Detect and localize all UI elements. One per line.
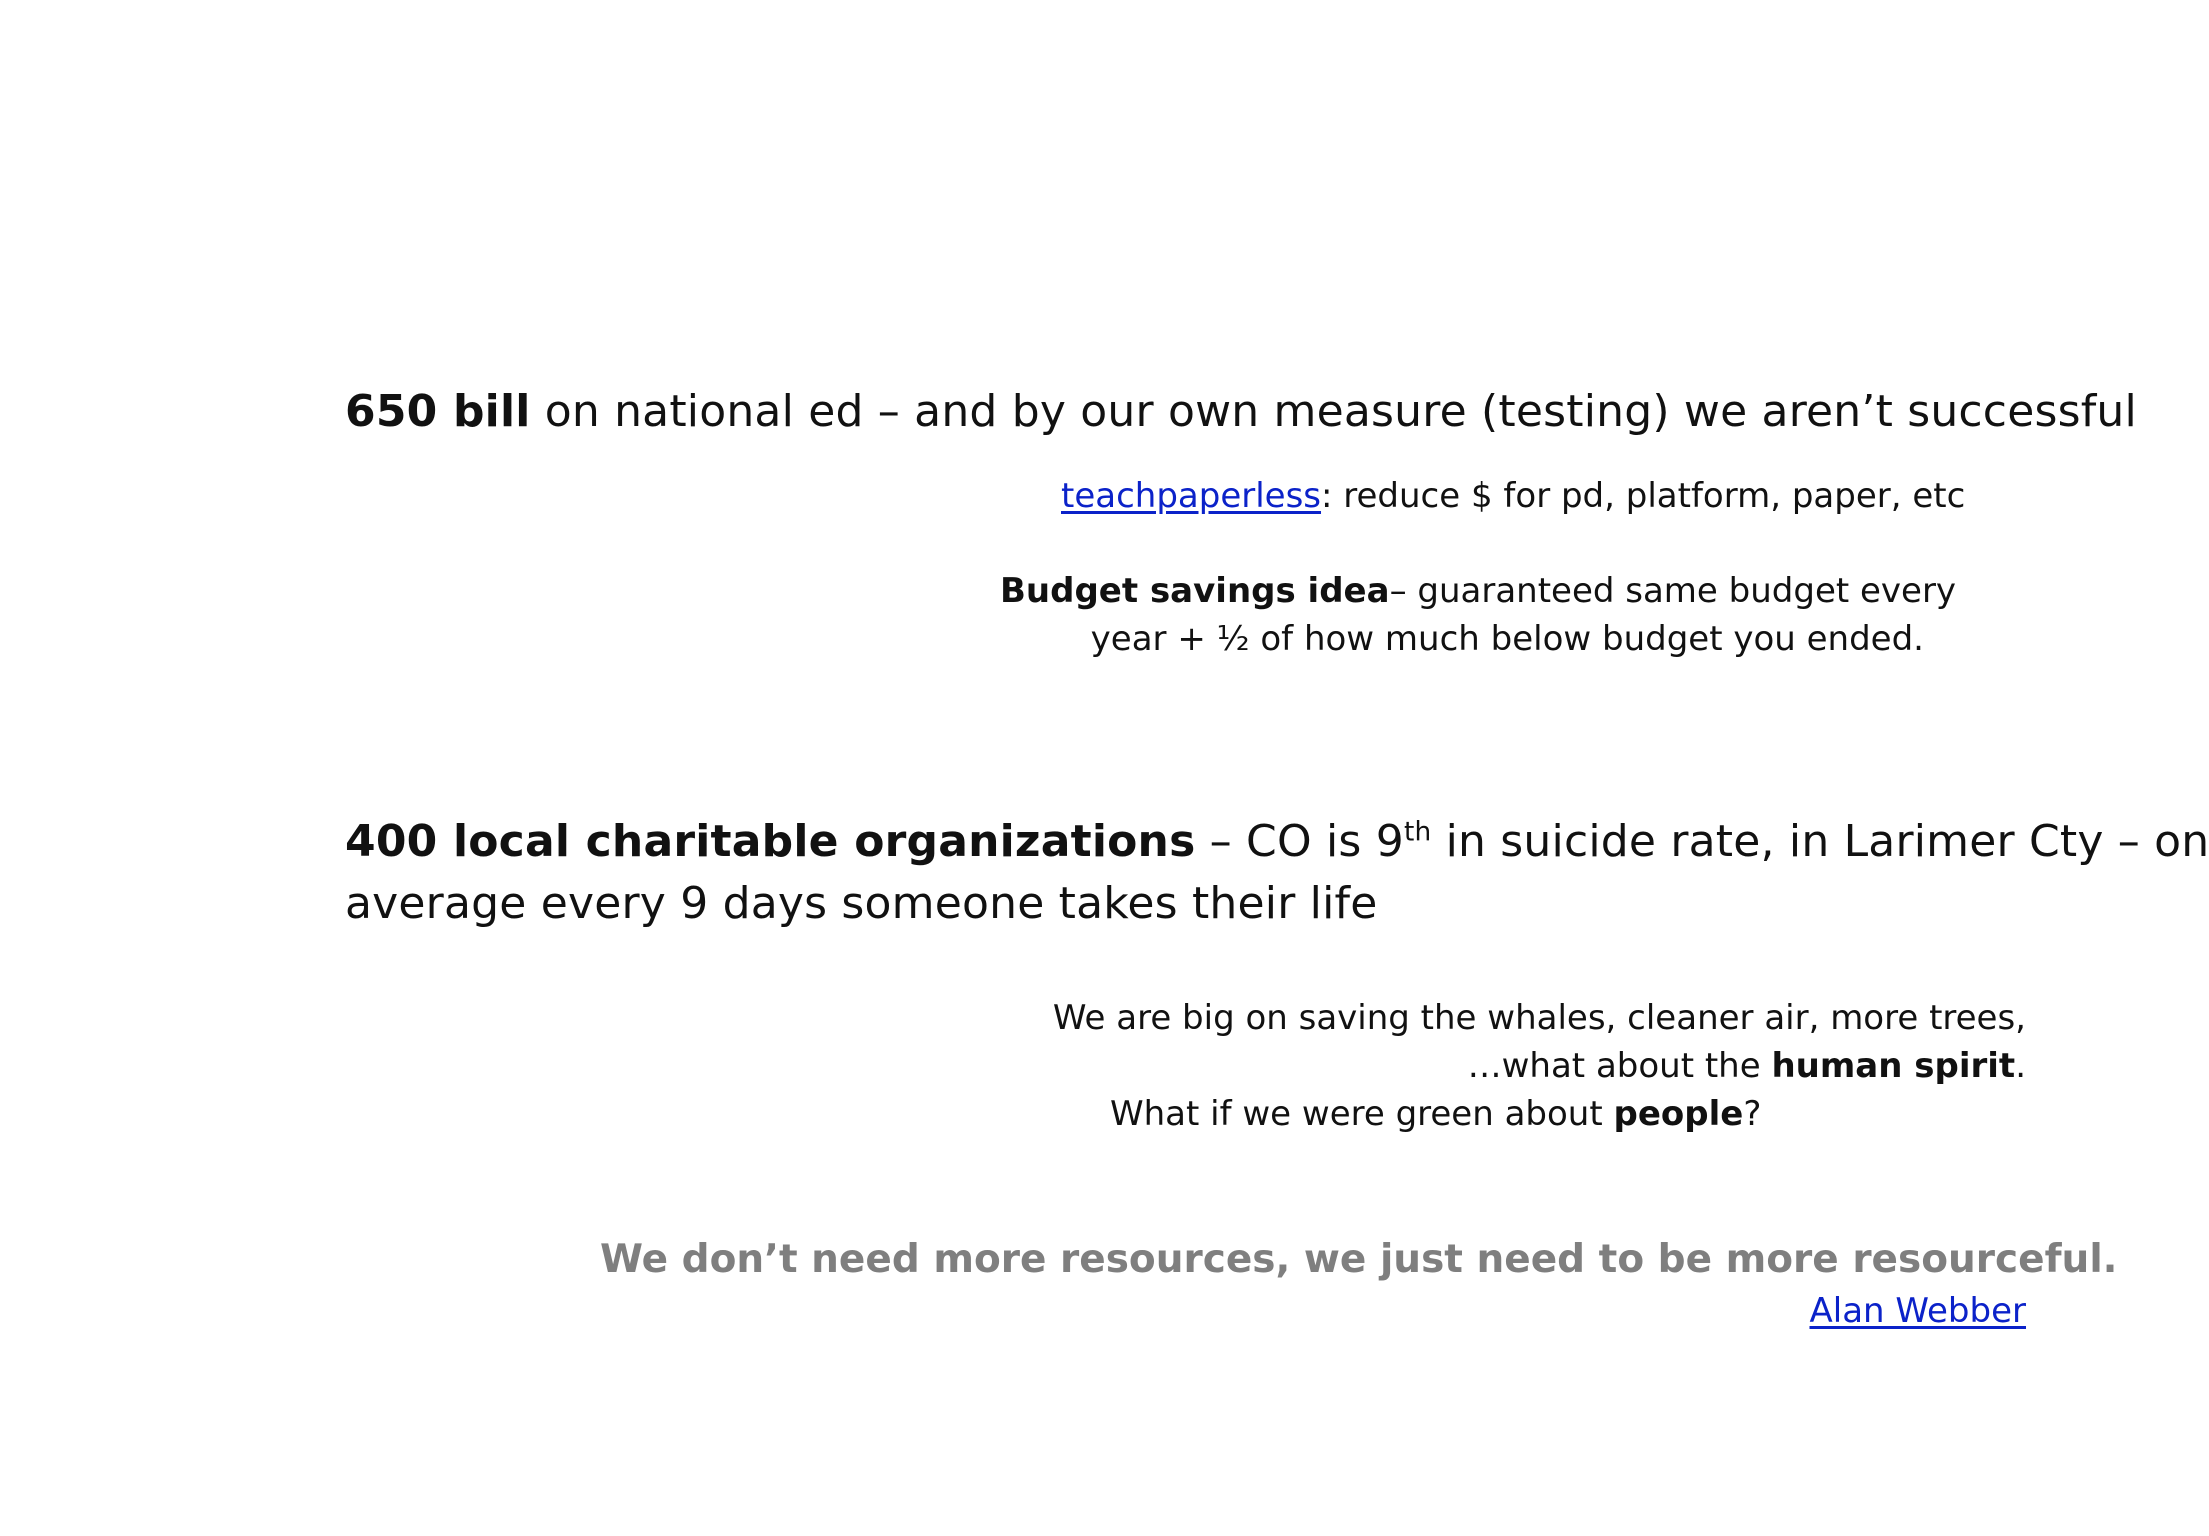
whales-line-2-bold: human spirit (1771, 1046, 2016, 1086)
teachpaperless-link[interactable]: teachpaperless (1061, 476, 1322, 516)
quote-author-link[interactable]: Alan Webber (1809, 1291, 2026, 1331)
whales-line-3 (1110, 1090, 1761, 1138)
charity-part2: in suicide rate, in Larimer Cty – on (1431, 816, 2209, 867)
whales-line-3-bold: people (1613, 1094, 1744, 1134)
whales-line-1: We are big on saving the whales, cleaner air, more trees, (1052, 998, 2026, 1038)
whales-line-3-post: ? (1743, 1094, 1762, 1134)
headline-bold: 650 bill (345, 386, 531, 437)
whales-line-3-pre: What if we were green about (1110, 1094, 1614, 1134)
headline-rest: on national ed – and by our own measure (testing) we aren’t successful (530, 386, 2137, 437)
quote-text: We don’t need more resources, we just need to be more resourceful. (600, 1237, 2118, 1282)
budget-line-1 (1000, 567, 1957, 615)
charity-bold: 400 local charitable organizations (345, 816, 1196, 867)
charity-sup: th (1403, 816, 1432, 848)
quote-author-line (600, 1285, 2026, 1337)
teachpaperless-note (1061, 472, 1965, 520)
charity-line-2: average every 9 days someone takes their life (345, 878, 1378, 929)
budget-line-2: year + ½ of how much below budget you ended. (1090, 619, 1924, 659)
quote-block (600, 1235, 2118, 1337)
whales-note (1000, 994, 2026, 1090)
teachpaperless-rest: : reduce $ for pd, platform, paper, etc (1321, 476, 1966, 516)
budget-rest: – guaranteed same budget every (1389, 571, 1957, 611)
charity-part1: – CO is 9 (1195, 816, 1404, 867)
whales-line-2-pre: …what about the (1467, 1046, 1772, 1086)
budget-bold: Budget savings idea (1000, 571, 1390, 611)
whales-line-2 (1000, 1042, 2026, 1090)
charity-line-1 (345, 811, 2209, 873)
headline-national-ed (345, 381, 2137, 443)
whales-line-2-post: . (2015, 1046, 2026, 1086)
charity-paragraph (345, 811, 2209, 935)
budget-note (1000, 567, 1957, 663)
